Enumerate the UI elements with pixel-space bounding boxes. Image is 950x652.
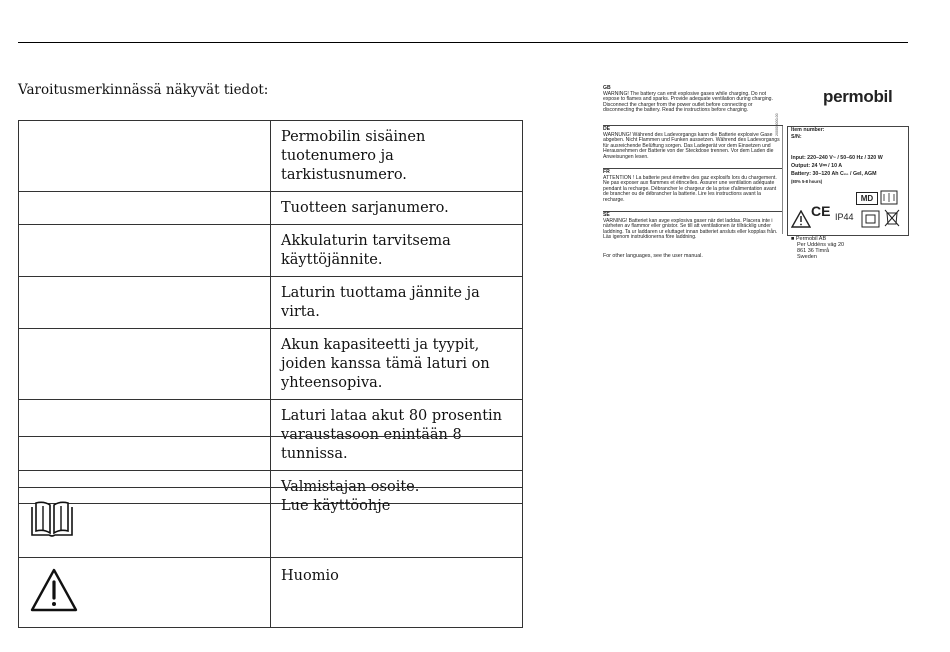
label-manual-icon — [880, 190, 898, 205]
row-description: Akun kapasiteetti ja tyypit, joiden kanssa tämä laturi on yhteensopiva. — [271, 329, 523, 400]
ip-rating: IP44 — [835, 212, 854, 222]
row-description: Huomio — [271, 558, 523, 628]
warning-triangle-icon — [29, 567, 79, 613]
serial-number: S/N: — [791, 134, 802, 140]
table-row — [19, 437, 523, 488]
row-description: Valmistajan osoite. — [271, 471, 523, 504]
label-se-text: SE VARNING! Batteriet kan avge explosiva gaser när det laddas. Placera inte i närheten av flammor eller gnistor. Se till att ventilationen är tillräcklig under laddning. Ta ur laddaren ur eluttaget innan batteriet ansluts eller kopplas från. Läs igenom instruktionerna före laddning. — [603, 212, 778, 241]
row-description: Permobilin sisäinen tuotenumero ja tarkistusnumero. — [271, 121, 523, 192]
table-row — [19, 277, 523, 329]
spec-battery-note: (80% 5-8 hours) — [791, 179, 823, 184]
table-row — [19, 558, 523, 628]
table-row — [19, 488, 523, 558]
table-row — [19, 121, 523, 192]
label-other-languages: For other languages, see the user manual. — [603, 253, 703, 259]
table-row — [19, 329, 523, 400]
permobil-logo: permobil — [823, 87, 893, 106]
label-gb-text: GB WARNING! The battery can emit explosive gases while charging. Do not expose to flames and sparks. Provide adequate ventilation during charging. Disconnect the charger from the power outlet before connecting or disconnecting the battery. Read the instructions before charging. — [603, 85, 773, 114]
row-description: Laturin tuottama jännite ja virta. — [271, 277, 523, 329]
symbol-table — [18, 436, 523, 628]
spec-output: Output: 24 V⎓ / 10 A — [791, 163, 843, 169]
label-fr-text: FR ATTENTION ! La batterie peut émettre des gaz explosifs lors du chargement. Ne pas exposer aux flammes et étincelles. Assurer une ventilation adéquate pendant la recharge. Débrancher le chargeur de la prise d'alimentation avant de brancher ou de débrancher la batterie. Lire les instructions avant la recharge. — [603, 169, 777, 203]
table-row — [19, 225, 523, 277]
label-vertical-code: 200000000-00 — [775, 113, 779, 136]
weee-bin-icon — [884, 209, 900, 228]
md-symbol: MD — [856, 192, 878, 205]
spec-battery: Battery: 30–120 Ah C₂₀ / Gel, AGM — [791, 171, 877, 177]
table-row — [19, 192, 523, 225]
row-description: Laturi lataa akut 80 prosentin varaustasoon enintään 8 tunnissa. — [271, 400, 523, 471]
top-rule — [18, 42, 908, 43]
label-warning-icon — [791, 210, 811, 228]
manufacturer-address: ■ Permobil AB Per Uddéns väg 20 861 36 Timrå Sweden — [791, 236, 845, 260]
row-description: Tuotteen sarjanumero. — [271, 192, 523, 225]
label-de-text: DE WARNUNG! Während des Ladevorgangs kann die Batterie explosive Gase abgeben. Nicht Flammen und Funken aussetzen. Während des Ladevorgangs für ausreichende Belüftung sorgen. Das Ladegerät vor dem Einsetzen und Herausnehmen der Batterie von der Steckdose trennen. Vor dem Laden die Anweisungen lesen. — [603, 126, 780, 160]
spec-input: Input: 220–240 V~ / 50–60 Hz / 320 W — [791, 155, 883, 161]
row-description: Akkulaturin tarvitsema käyttöjännite. — [271, 225, 523, 277]
double-insulation-icon — [861, 210, 881, 228]
intro-text: Varoitusmerkinnässä näkyvät tiedot: — [18, 82, 269, 98]
warning-label-image — [603, 86, 908, 266]
row-description: Lue käyttöohje — [271, 488, 523, 558]
manual-book-icon — [29, 497, 75, 539]
ce-mark: CE — [811, 203, 831, 219]
item-number: Item number: — [791, 127, 825, 133]
